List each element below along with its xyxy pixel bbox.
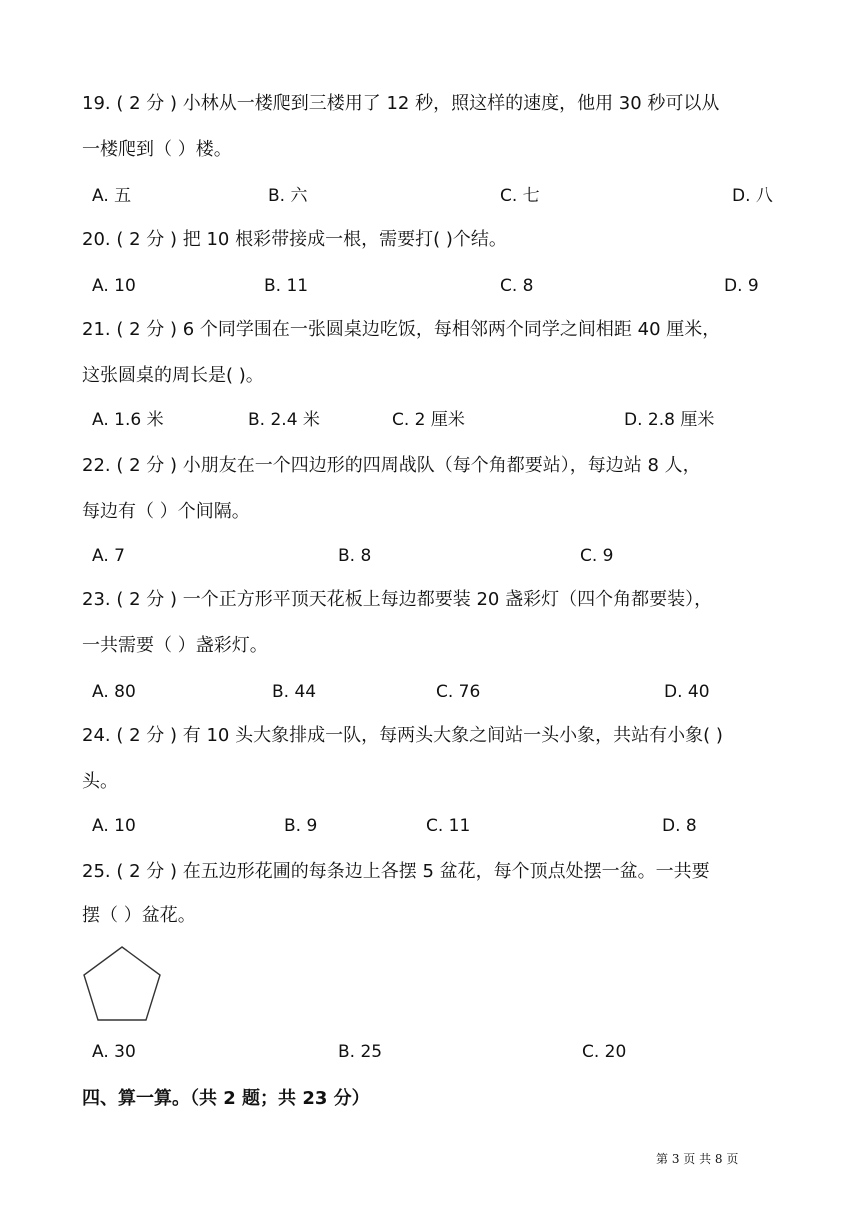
question-25-option-b[interactable]: B. 25 — [338, 1042, 383, 1062]
question-25-line-1: 25. ( 2 分 ) 在五边形花圃的每条边上各摆 5 盆花，每个顶点处摆一盆。一共要 — [82, 861, 710, 882]
question-20-line-1: 20. ( 2 分 ) 把 10 根彩带接成一根，需要打( )个结。 — [82, 229, 507, 250]
pentagon-figure — [80, 944, 164, 1024]
question-19-line-1: 19. ( 2 分 ) 小林从一楼爬到三楼用了 12 秒，照这样的速度，他用 30 秒可以从 — [82, 93, 720, 114]
question-19-option-b[interactable]: B. 六 — [268, 186, 308, 206]
question-21-option-b[interactable]: B. 2.4 米 — [248, 410, 320, 430]
page-footer: 第 3 页 共 8 页 — [656, 1152, 739, 1166]
question-24-option-b[interactable]: B. 9 — [284, 816, 318, 836]
question-20-option-a[interactable]: A. 10 — [92, 276, 136, 296]
question-22-option-c[interactable]: C. 9 — [580, 546, 614, 566]
question-22-option-a[interactable]: A. 7 — [92, 546, 125, 566]
question-19-line-2: 一楼爬到（ ）楼。 — [82, 139, 232, 160]
question-23-option-c[interactable]: C. 76 — [436, 682, 481, 702]
question-25-line-2: 摆（ ）盆花。 — [82, 905, 196, 926]
question-21-option-c[interactable]: C. 2 厘米 — [392, 410, 465, 430]
question-20-option-d[interactable]: D. 9 — [724, 276, 759, 296]
question-21-option-a[interactable]: A. 1.6 米 — [92, 410, 164, 430]
question-24-option-d[interactable]: D. 8 — [662, 816, 697, 836]
question-21-line-1: 21. ( 2 分 ) 6 个同学围在一张圆桌边吃饭，每相邻两个同学之间相距 40 厘米， — [82, 319, 721, 340]
question-19-option-a[interactable]: A. 五 — [92, 186, 132, 206]
section-title: 四、算一算。（共 2 题；共 23 分） — [82, 1088, 370, 1109]
question-23-line-1: 23. ( 2 分 ) 一个正方形平顶天花板上每边都要装 20 盏彩灯（四个角都要装）， — [82, 589, 713, 610]
question-22-line-1: 22. ( 2 分 ) 小朋友在一个四边形的四周战队（每个角都要站），每边站 8 人， — [82, 455, 701, 476]
question-24-line-1: 24. ( 2 分 ) 有 10 头大象排成一队，每两头大象之间站一头小象，共站有小象( ) — [82, 725, 723, 746]
question-23-option-a[interactable]: A. 80 — [92, 682, 136, 702]
question-25-option-c[interactable]: C. 20 — [582, 1042, 627, 1062]
question-23-line-2: 一共需要（ ）盏彩灯。 — [82, 635, 268, 656]
question-23-option-b[interactable]: B. 44 — [272, 682, 317, 702]
question-19-option-c[interactable]: C. 七 — [500, 186, 540, 206]
question-19-option-d[interactable]: D. 八 — [732, 186, 773, 206]
question-20-option-b[interactable]: B. 11 — [264, 276, 309, 296]
question-21-option-d[interactable]: D. 2.8 厘米 — [624, 410, 715, 430]
question-20-option-c[interactable]: C. 8 — [500, 276, 534, 296]
question-24-option-c[interactable]: C. 11 — [426, 816, 471, 836]
question-23-option-d[interactable]: D. 40 — [664, 682, 710, 702]
question-22-option-b[interactable]: B. 8 — [338, 546, 372, 566]
question-22-line-2: 每边有（ ）个间隔。 — [82, 501, 250, 522]
question-24-option-a[interactable]: A. 10 — [92, 816, 136, 836]
question-25-option-a[interactable]: A. 30 — [92, 1042, 136, 1062]
question-24-line-2: 头。 — [82, 771, 118, 792]
question-21-line-2: 这张圆桌的周长是( )。 — [82, 365, 264, 386]
